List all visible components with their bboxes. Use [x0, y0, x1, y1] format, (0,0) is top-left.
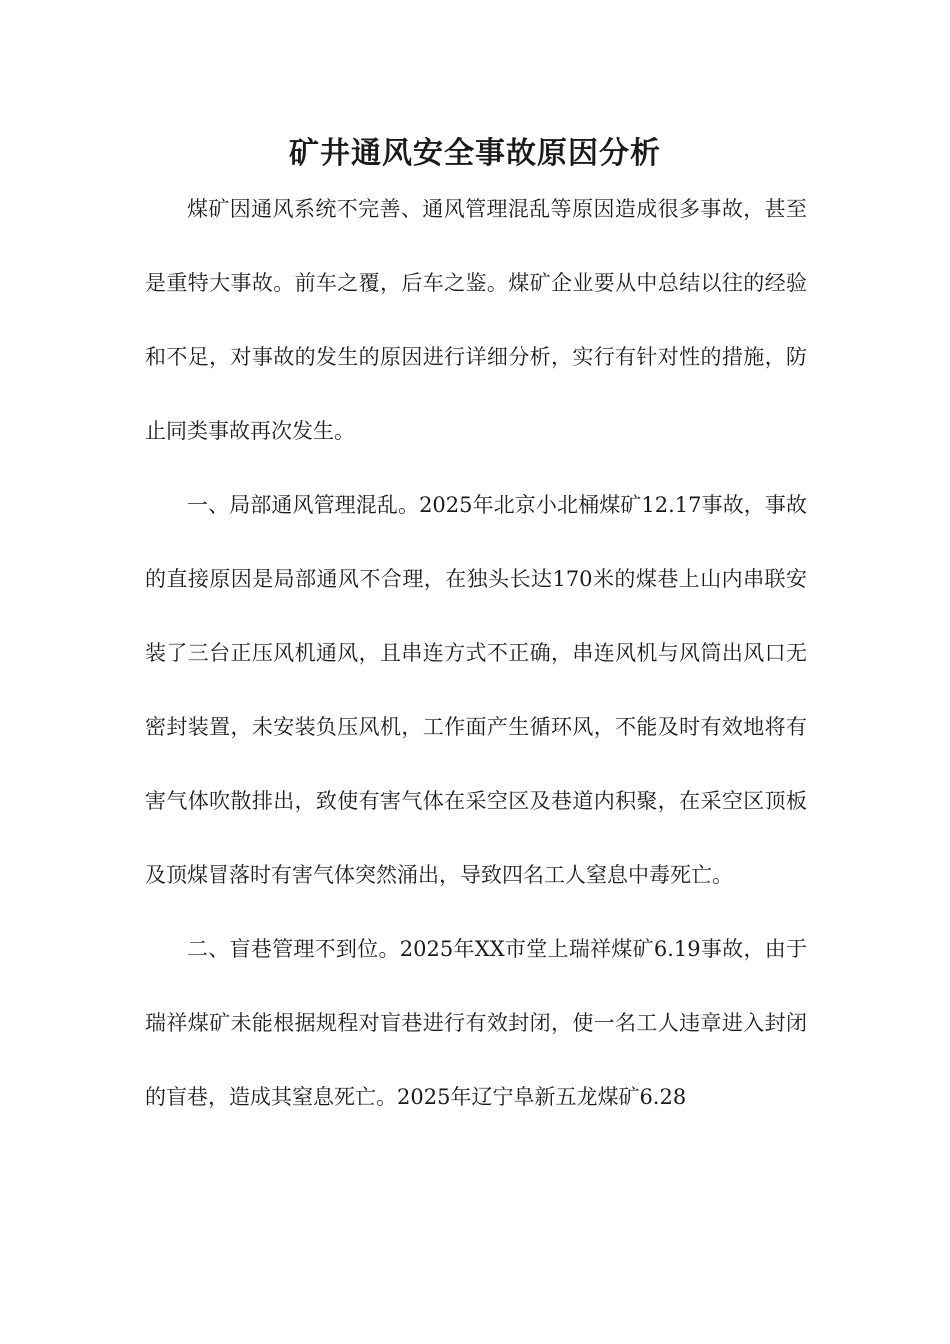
paragraph-intro: 煤矿因通风系统不完善、通风管理混乱等原因造成很多事故，甚至是重特大事故。前车之覆，后车之鉴。煤矿企业要从中总结以往的经验和不足，对事故的发生的原因进行详细分析，实行有针对性的措施，防止同类事故再次发生。	[145, 197, 807, 443]
paragraph-local-ventilation: 一、局部通风管理混乱。2025年北京小北桶煤矿12.17事故，事故的直接原因是局部通风不合理，在独头长达170米的煤巷上山内串联安装了三台正压风机通风，且串连方式不正确，串连风机与风筒出风口无密封装置，未安装负压风机，工作面产生循环风，不能及时有效地将有害气体吹散排出，致使有害气体在采空区及巷道内积聚，在采空区顶板及顶煤冒落时有害气体突然涌出，导致四名工人窒息中毒死亡。	[145, 493, 807, 887]
document-body	[145, 172, 807, 1134]
paragraph-blind-roadway: 二、盲巷管理不到位。2025年XX市堂上瑞祥煤矿6.19事故，由于瑞祥煤矿未能根据规程对盲巷进行有效封闭，使一名工人违章进入封闭的盲巷，造成其窒息死亡。2025年辽宁阜新五龙煤矿6.28	[145, 937, 807, 1109]
document-title: 矿井通风安全事故原因分析	[289, 136, 661, 171]
